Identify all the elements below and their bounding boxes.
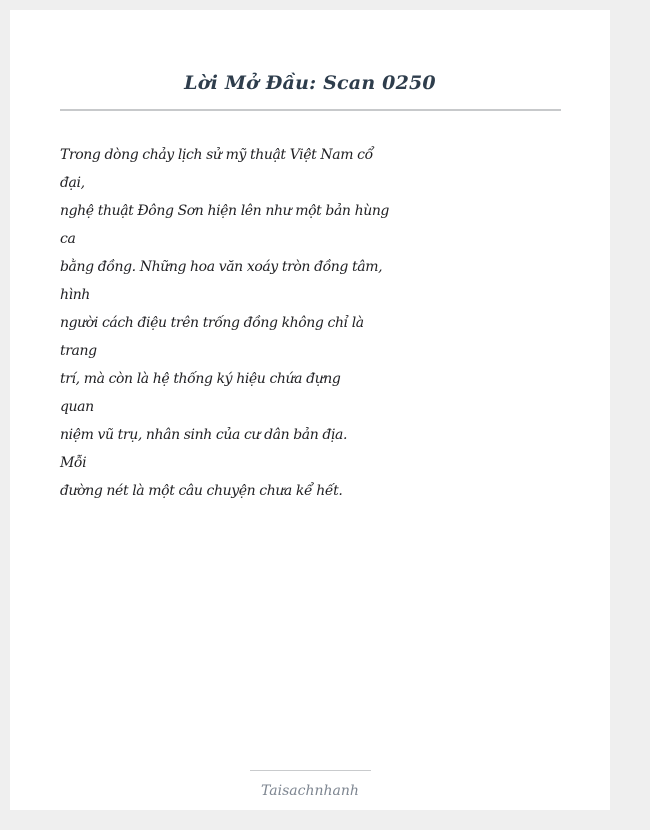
text-line: Mỗi	[60, 455, 87, 471]
text-line: bằng đồng. Những hoa văn xoáy tròn đồng tâm,	[60, 259, 383, 275]
text-line: ca	[60, 231, 76, 247]
text-line: người cách điệu trên trống đồng không chỉ là	[60, 315, 364, 331]
title-divider	[60, 109, 561, 111]
text-line: trí, mà còn là hệ thống ký hiệu chứa đựng	[60, 371, 341, 387]
document-page	[10, 10, 610, 810]
text-line: nghệ thuật Đông Sơn hiện lên như một bản hùng	[60, 203, 389, 219]
text-line: đại,	[60, 175, 85, 191]
footer-label: Taisachnhanh	[261, 783, 359, 799]
text-line: trang	[60, 343, 97, 359]
text-line: Trong dòng chảy lịch sử mỹ thuật Việt Nam cổ	[60, 147, 373, 163]
text-line: đường nét là một câu chuyện chưa kể hết.	[60, 483, 343, 499]
body-text	[60, 141, 390, 505]
page-title: Lời Mở Đầu: Scan 0250	[184, 72, 436, 94]
text-line: quan	[60, 399, 94, 415]
footer-divider	[250, 770, 371, 771]
text-line: niệm vũ trụ, nhân sinh của cư dân bản địa.	[60, 427, 348, 443]
text-line: hình	[60, 287, 90, 303]
